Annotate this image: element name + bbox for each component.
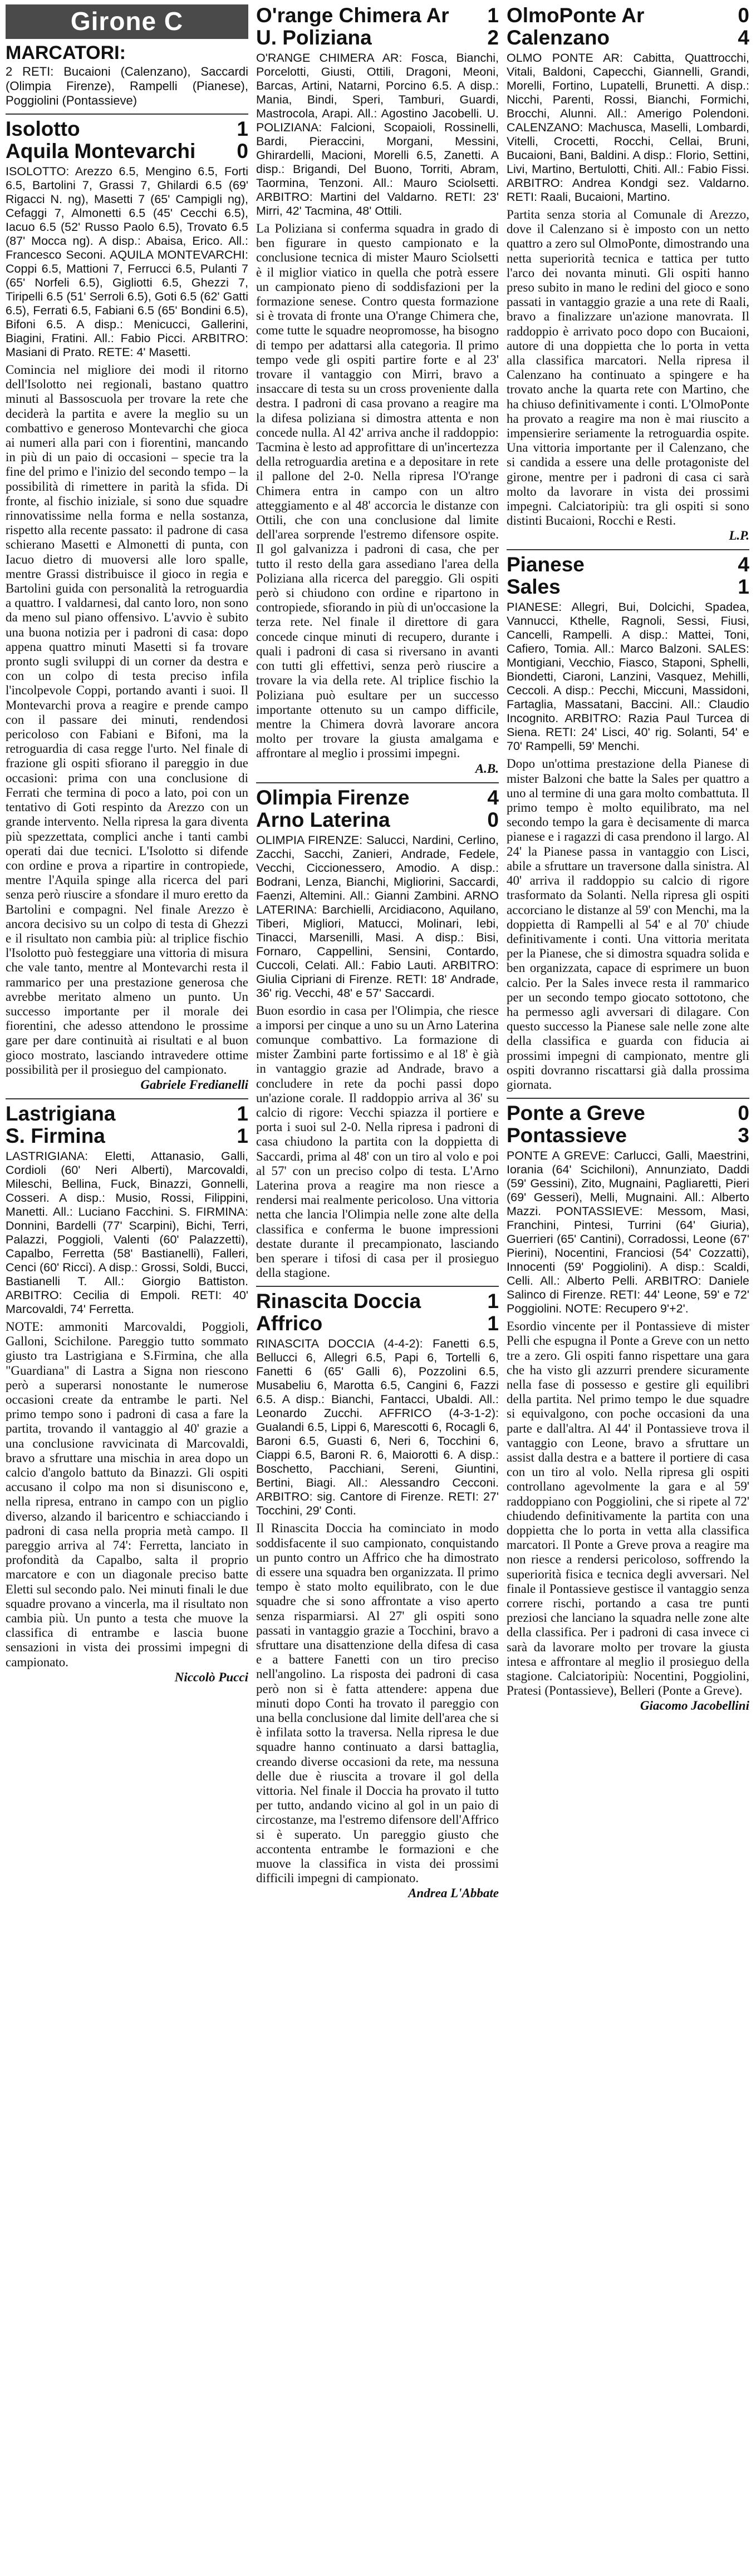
report-text: Il Rinascita Doccia ha cominciato in modo soddisfacente il suo campionato, conquistando un punto contro un Affrico che ha dimostrato di essere una squadra ben organizzata. Il primo tempo è stato molto equilibrato, con le due squadre che si sono affrontate a viso aperto senza risparmiarsi. Al 27' gli ospiti sono passati in vantaggio grazie a Tocchini, bravo a sfruttare una disattenzione della difesa di casa e a battere Fanetti con un tiro preciso nell'angolino. La risposta dei padroni di casa però non si è fatta attendere: appena due minuti dopo Conti ha trovato il pareggio con una bella conclusione dal limite dell'area che si è infilata sotto la traversa. Nella ripresa le due squadre hanno continuato a darsi battaglia, creando diverse occasioni da rete, ma nessuna delle due è riuscita a trovare il gol della vittoria. Nel finale il Doccia ha provato il tutto per tutto, andando vicino al gol in un paio di circostanze, ma l'estremo difensore dell'Affrico si è superato. Un pareggio giusto che accontenta entrambe le formazioni e che muove la classifica in vista dei prossimi difficili impegni di campionato.	[256, 1521, 499, 1886]
away-team-row	[6, 140, 248, 162]
report-text: NOTE: ammoniti Marcovaldi, Poggioli, Galloni, Scichilone. Pareggio tutto sommato giusto tra Lastrigiana e S.Firmina, che alla "Guardiana" di Lastra a Signa non riescono però a superarsi nonostante le numerose occasioni create da entrambe le parti. Nel primo tempo sono i padroni di casa a fare la partita, trovando il vantaggio al 40' grazie a una conclusione ravvicinata di Marcovaldi, bravo a sfruttare una mischia in area dopo un calcio d'angolo battuto da Binazzi. Gli ospiti accusano il colpo ma non si disuniscono e, nella ripresa, entrano in campo con un piglio diverso, alzando il baricentro e schiacciando i padroni di casa nella propria metà campo. Il pareggio arriva al 74': Ferretta, lanciato in profondità da Capalbo, salta il proprio marcatore e con un diagonale preciso batte Eletti sul secondo palo. Nei minuti finali le due squadre provano a vincerla, ma il risultato non cambia più. Un punto a testa che muove la classifica di entrambe e lascia buone sensazioni in vista dei prossimi impegni di campionato.	[6, 1319, 248, 1669]
away-team-name: S. Firmina	[6, 1124, 105, 1147]
home-team-score: 1	[487, 1290, 499, 1313]
home-team-score: 4	[487, 786, 499, 809]
column-2	[256, 4, 499, 2575]
away-team-score: 4	[738, 26, 749, 49]
divider	[507, 1098, 749, 1099]
home-team-row	[507, 554, 749, 576]
match-report	[6, 1103, 248, 1685]
match-report	[6, 118, 248, 1093]
divider	[6, 1098, 248, 1099]
home-team-row	[256, 4, 499, 27]
report-author: Niccolò Pucci	[174, 1670, 248, 1684]
lineup-text: OLIMPIA FIRENZE: Salucci, Nardini, Cerlino, Zacchi, Sacchi, Zanieri, Andrade, Fedele, Vecchi, Ciccionessero, Amodio. A disp.: Bodrani, Lenza, Bianchi, Migliorini, Saccardi, Faenzi, Altemini. All.: Gianni Zambini. ARNO LATERINA: Barchielli, Arcidiacono, Aquilano, Tiberi, Migliori, Matucci, Molinari, Iebi, Tinacci, Marsenilli, Masi. A disp.: Bisi, Fornaro, Cappellini, Sensini, Contardo, Cuccoli, Celati. All.: Fabio Lauti. ARBITRO: Giulia Cipriani di Firenze. RETI: 18' Andrade, 36' rig. Vecchi, 48' e 57' Saccardi.	[256, 833, 499, 1000]
away-team-row	[507, 576, 749, 598]
home-team-score: 1	[237, 117, 248, 140]
home-team-score: 1	[487, 4, 499, 27]
home-team-row	[6, 1103, 248, 1125]
match-report	[256, 787, 499, 1281]
columns	[6, 4, 750, 2575]
home-team-row	[256, 1290, 499, 1312]
report-author: A.B.	[475, 761, 499, 776]
away-team-row	[256, 1312, 499, 1335]
home-team-name: Pianese	[507, 553, 585, 576]
match-report	[507, 1102, 749, 1714]
divider	[6, 113, 248, 115]
report-text: Comincia nel migliore dei modi il ritorno dell'Isolotto nei regionali, bastano quattro minuti al Bassoscuola per trovare la rete che deciderà la partita e avere la meglio su un combattivo e generoso Montevarchi che gioca ai numeri alla pari con i fiorentini, mancando in più di un paio di occasioni – specie tra la fine del primo e l'inizio del secondo tempo – la possibilità di rimettere in parità la sfida. Di fronte, al fischio iniziale, si sono due squadre rinnovatissime nella forma e nella sostanza, rispetto alla recente passato: il padrone di casa schierano Masetti e Almonetti di punta, con Iacuo dietro di muoversi alle loro spalle, mentre Grassi distribuisce il gioco in regia e Bartolini guida con personalità la retroguardia a quattro. I valdarnesi, dal canto loro, non sono da meno sul piano offensivo. L'avvio è subito una buona notizia per i padroni di casa: dopo appena quattro minuti Masetti si fa trovare pronto sugli sviluppi di un corner da destra e con un colpo di testa preciso infila l'incolpevole Coppi, portando avanti i suoi. Il Montevarchi prova a reagire e prende campo con il passare dei minuti, rendendosi pericoloso con Fabiani e Bifoni, ma la retroguardia di casa regge l'urto. Nel finale di frazione gli ospiti sfiorano il pareggio in due occasioni: prima con una conclusione di Ferrati che termina di poco a lato, poi con un tentativo di Goti respinto da Arezzo con un grande intervento. Nella ripresa la gara diventa più spezzettata, complici anche i tanti cambi operati dai due tecnici. L'Isolotto si difende con ordine e prova a ripartire in contropiede, mentre l'Aquila spinge alla ricerca del pari senza però riuscire a sfondare il muro eretto da Bartolini e compagni. Nel finale Arezzo è ancora decisivo su un colpo di testa di Ghezzi e il risultato non cambia più: al triplice fischio l'Isolotto può festeggiare una vittoria di misura che vale tanto, mentre al Montevarchi resta il rammarico per una prestazione generosa che avrebbe meritato almeno un punto. Un successo importante per il morale dei fiorentini, che adesso attendono le prossime gare per dare continuità ai risultati e al buon gioco mostrato, lasciando intravedere ottime possibilità per il prosieguo del campionato.	[6, 363, 248, 1077]
match-report	[256, 1290, 499, 1901]
home-team-score: 0	[738, 1102, 749, 1125]
home-team-name: Lastrigiana	[6, 1102, 116, 1125]
match-report	[507, 554, 749, 1092]
home-team-name: O'range Chimera Ar	[256, 4, 449, 27]
lineup-text: OLMO PONTE AR: Cabitta, Quattrocchi, Vitali, Baldoni, Capecchi, Giannelli, Grandi, Morelli, Fortino, Lupatelli, Brunetti. A disp.: Nicchi, Parenti, Rossi, Bianchi, Formichi, Brocchi, Alunni. All.: Amerigo Polendoni. CALENZANO: Machusca, Maselli, Lombardi, Vitelli, Crocetti, Rocchi, Cellai, Bruni, Bucaioni, Bani, Baldini. A disp.: Florio, Settini, Livi, Martino, Bertulotti, Chiti. All.: Fabio Fissi. ARBITRO: Andrea Kondgi sez. Valdarno. RETI: Raali, Bucaioni, Martino.	[507, 51, 749, 204]
report-author: Giacomo Jacobellini	[640, 1699, 749, 1713]
lineup-text: O'RANGE CHIMERA AR: Fosca, Bianchi, Porcelotti, Giusti, Ottili, Dragoni, Meoni, Barcas, Artini, Natarni, Porcino 6.5. A disp.: Mania, Bindi, Speri, Tamburi, Guardi, Mastrocola, Arapi. All.: Agostino Jacobelli. U. POLIZIANA: Falcioni, Scopaioli, Rossinelli, Bardi, Pieraccini, Morgani, Messini, Ghirardelli, Macioni, Morelli 6.5, Zanetti. A disp.: Brigandi, Del Buono, Torriti, Abram, Taormina, Tenzoni. All.: Mauro Sciolsetti. ARBITRO: Martini del Valdarno. RETI: 23' Mirri, 42' Tacmina, 48' Ottili.	[256, 51, 499, 218]
lineup-text: LASTRIGIANA: Eletti, Attanasio, Galli, Cordioli (60' Neri Alberti), Marcovaldi, Mileschi, Bellina, Fuck, Binazzi, Gonnelli, Cosseri. A disp.: Musio, Rossi, Filippini, Manetti. All.: Luciano Facchini. S. FIRMINA: Donnini, Bardelli (77' Scarpini), Bichi, Terri, Palazzi, Poggioli, Valenti (60' Palazzetti), Capalbo, Ferretta (58' Bastianelli), Falleri, Cenci (60' Ricci). A disp.: Grossi, Soldi, Bucci, Bastianelli T. All.: Giorgio Battiston. ARBITRO: Cecilia di Empoli. RETI: 40' Marcovaldi, 74' Ferretta.	[6, 1149, 248, 1316]
match-report	[507, 4, 749, 544]
home-team-name: Rinascita Doccia	[256, 1290, 421, 1313]
marcatori-title: MARCATORI:	[6, 42, 126, 63]
away-team-score: 2	[487, 26, 499, 49]
home-team-name: Olimpia Firenze	[256, 786, 410, 809]
away-team-score: 3	[738, 1124, 749, 1147]
home-team-name: OlmoPonte Ar	[507, 4, 645, 27]
home-team-name: Isolotto	[6, 117, 80, 140]
away-team-name: U. Poliziana	[256, 26, 372, 49]
divider	[256, 1286, 499, 1287]
away-team-row	[6, 1125, 248, 1147]
report-text: Dopo un'ottima prestazione della Pianese di mister Balzoni che batte la Sales per quattro a uno al termine di una gara molto combattuta. Il primo tempo è molto equilibrato, ma nel secondo tempo la gara è decisamente di marca pianese e i ragazzi di casa prendono il largo. Al 24' la Pianese passa in vantaggio con Lisci, abile a sfruttare un traversone dalla sinistra. Al 40' arriva il raddoppio su calcio di rigore trasformato da Solanti. Nella ripresa gli ospiti accorciano le distanze al 59' con Menchi, ma la doppietta di Rampelli al 54' e al 70' chiude definitivamente i conti. Una vittoria meritata per la Pianese, che si dimostra squadra solida e ben organizzata, capace di esprimere un buon calcio. Per la Sales invece resta il rammarico per un secondo tempo giocato sottotono, che ha permesso agli avversari di dilagare. Con questo successo la Pianese sale nelle zone alte della classifica e guarda con fiducia ai prossimi impegni di campionato, mentre gli ospiti dovranno riscattarsi già dalla prossima giornata.	[507, 757, 749, 1092]
marcatori-text: 2 RETI: Bucaioni (Calenzano), Saccardi (Olimpia Firenze), Rampelli (Pianese), Poggiolini (Pontassieve)	[6, 65, 248, 107]
lineup-text: PONTE A GREVE: Carlucci, Galli, Maestrini, Iorania (64' Scichiloni), Annunziato, Daddi (59' Gessini), Zito, Mugnaini, Pagliaretti, Pieri (69' Gesseri), Melli, Mugnaini. All.: Alberto Mazzi. PONTASSIEVE: Messom, Masi, Franchini, Pintesi, Turrini (64' Giuria), Guerrieri (65' Cantini), Corradossi, Leone (67' Pierini), Nocentini, Franciosi (54' Cozzatti), Innocenti (59' Poggiolini). A disp.: Scaldi, Celli. All.: Alberto Pelli. ARBITRO: Daniele Salinco di Firenze. RETI: 44' Leone, 59' e 72' Poggiolini. NOTE: Recupero 9'+2'.	[507, 1149, 749, 1316]
column-3	[507, 4, 749, 2575]
away-team-row	[256, 27, 499, 49]
lineup-text: PIANESE: Allegri, Bui, Dolcichi, Spadea, Vannucci, Kthelle, Ragnoli, Sessi, Fiusi, Cancelli, Rampelli. A disp.: Mattei, Toni, Cafiero, Tomia. All.: Marco Balzoni. SALES: Montigiani, Vecchio, Fiasco, Staponi, Sphelli, Biondetti, Ciaroni, Lanzini, Vasquez, Mehilli, Ceccoli. A disp.: Pecchi, Miccuni, Massidoni, Fartaglia, Massatani, Baccini. All.: Claudio Incognito. ARBITRO: Razia Paul Turcea di Siena. RETI: 24' Lisci, 40' rig. Solanti, 54' e 70' Rampelli, 59' Menchi.	[507, 600, 749, 753]
home-team-row	[507, 1102, 749, 1124]
home-team-score: 4	[738, 553, 749, 576]
away-team-score: 1	[738, 575, 749, 599]
away-team-name: Aquila Montevarchi	[6, 140, 196, 162]
away-team-name: Arno Laterina	[256, 808, 390, 831]
away-team-row	[507, 1124, 749, 1147]
report-author: L.P.	[729, 529, 749, 543]
away-team-name: Pontassieve	[507, 1124, 627, 1147]
away-team-row	[507, 27, 749, 49]
lineup-text: RINASCITA DOCCIA (4-4-2): Fanetti 6.5, Bellucci 6, Allegri 6.5, Papi 6, Tortelli 6, Fanetti 6 (65' Galli 6), Pozzolini 6.5, Musabeliu 6, Marotta 6.5, Cangini 6, Fazzi 6.5. A disp.: Bianchi, Fantacci, Ubaldi. All.: Leonardo Zucchi. AFFRICO (4-3-1-2): Gualandi 6.5, Lippi 6, Marescotti 6, Rocagli 6, Baroni 6.5, Guasti 6, Neri 6, Tocchini 6, Ciappi 6.5, Baroni R. 6, Maiorotti 6. A disp.: Boschetto, Pacchiani, Sereni, Giuntini, Bertini, Biagi. All.: Alessandro Cecconi. ARBITRO: sig. Cantore di Firenze. RETI: 27' Tocchini, 29' Conti.	[256, 1337, 499, 1518]
away-team-score: 0	[487, 808, 499, 831]
away-team-name: Calenzano	[507, 26, 610, 49]
girone-header: Girone C	[6, 4, 248, 39]
home-team-row	[6, 118, 248, 140]
report-author: Gabriele Fredianelli	[140, 1077, 248, 1092]
away-team-score: 0	[237, 140, 248, 162]
away-team-name: Affrico	[256, 1312, 323, 1335]
column-1	[6, 4, 248, 2575]
home-team-score: 0	[738, 4, 749, 27]
home-team-score: 1	[237, 1102, 248, 1125]
report-text: Buon esordio in casa per l'Olimpia, che riesce a imporsi per cinque a uno su un Arno Laterina comunque combattivo. La formazione di mister Zambini parte fortissimo e al 18' è già in vantaggio grazie ad Andrade, bravo a concludere in rete da pochi passi dopo un'azione corale. Il raddoppio arriva al 36' su calcio di rigore: Vecchi spiazza il portiere e porta i suoi sul 2-0. Nella ripresa i padroni di casa chiudono la partita con la doppietta di Saccardi, prima al 48' con un tiro al volo e poi al 57' con un preciso colpo di testa. L'Arno Laterina prova a reagire ma non riesce a rendersi mai realmente pericoloso. Una vittoria netta che lancia l'Olimpia nelle zone alte della classifica e conferma le buone impressioni destate durante il precampionato, lasciando ben sperare i tifosi di casa per il prosieguo della stagione.	[256, 1003, 499, 1280]
divider	[256, 782, 499, 783]
lineup-text: ISOLOTTO: Arezzo 6.5, Mengino 6.5, Forti 6.5, Bartolini 7, Grassi 7, Ghilardi 6.5 (69' Rigacci N. ng), Masetti 7 (65' Campigli ng), Cefaggi 7, Almonetti 6.5 (45' Cecchi 6.5), Iacuo 6.5 (52' Russo Paolo 6.5), Trovato 6.5 (87' Mocca ng). A disp.: Abaisa, Erico. All.: Francesco Seconi. AQUILA MONTEVARCHI: Coppi 6.5, Mattioni 7, Ferrucci 6.5, Pulanti 7 (65' Norfeli 6.5), Gigliotti 6.5, Ghezzi 7, Tiripelli 6.5 (51' Serroli 6.5), Goti 6.5 (62' Gatti 6.5), Ferrati 6.5, Fabiani 6.5 (65' Bondini 6.5), Bifoni 6.5. A disp.: Menicucci, Gallerini, Biagini, Fratini. All.: Fabio Picci. ARBITRO: Masiani di Prato. RETE: 4' Masetti.	[6, 165, 248, 359]
home-team-row	[256, 787, 499, 809]
away-team-row	[256, 809, 499, 831]
report-author: Andrea L'Abbate	[408, 1886, 499, 1901]
away-team-score: 1	[237, 1124, 248, 1147]
report-text: Partita senza storia al Comunale di Arezzo, dove il Calenzano si è imposto con un netto quattro a zero sul OlmoPonte, dimostrando una netta superiorità tecnica e tattica per tutto l'arco dei novanta minuti. Gli ospiti hanno preso subito in mano le redini del gioco e sono passati in vantaggio grazie a una rete di Raali, bravo a finalizzare un'azione manovrata. Il raddoppio è arrivato poco dopo con Bucaioni, autore di una doppietta che lo porta in vetta alla classifica marcatori. Nella ripresa il Calenzano ha continuato a spingere e ha trovato anche la quarta rete con Martino, che ha chiuso definitivamente i conti. L'OlmoPonte ha provato a reagire ma non è mai riuscito a impensierire seriamente la retroguardia ospite. Una vittoria importante per il Calenzano, che si candida a essere una delle protagoniste del girone, mentre per i padroni di casa ci sarà molto da lavorare in vista dei prossimi impegni. Calciatoripiù: tra gli ospiti si sono distinti Bucaioni, Rocchi e Resti.	[507, 208, 749, 528]
divider	[507, 549, 749, 550]
home-team-row	[507, 4, 749, 27]
match-report	[256, 4, 499, 777]
away-team-score: 1	[487, 1312, 499, 1335]
report-text: Esordio vincente per il Pontassieve di mister Pelli che espugna il Ponte a Greve con un netto tre a zero. Gli ospiti fanno rispettare una gara che ha visto gli azzurri prendere sicuramente nella fase di possesso e gestire gli equilibri della partita. Nel primo tempo le due squadre si equivalgono, con poche occasioni da una parte e dall'altra. Al 44' il Pontassieve trova il vantaggio con Leone, bravo a sfruttare un assist dalla destra e a battere il portiere di casa con un tiro al volo. Nella ripresa gli ospiti controllano agevolmente la gara e al 59' raddoppiano con Poggiolini, che si ripete al 72' chiudendo definitivamente la partita con una doppietta che lo porta in vetta alla classifica marcatori. Il Ponte a Greve prova a reagire ma non riesce a rendersi pericoloso, soffrendo la superiorità fisica e tecnica degli avversari. Nel finale il Pontassieve gestisce il vantaggio senza correre rischi, portando a casa tre punti preziosi che lanciano la squadra nelle zone alte della classifica. Per i padroni di casa invece ci sarà da lavorare molto per trovare la giusta intesa e affrontare al meglio il prosieguo della stagione. Calciatoripiù: Nocentini, Poggiolini, Pratesi (Pontassieve), Belleri (Ponte a Greve).	[507, 1319, 749, 1698]
report-text: La Poliziana si conferma squadra in grado di ben figurare in questo campionato e la conclusione tecnica di mister Mauro Sciolsetti è il miglior viatico in quella che potrà essere un campionato pieno di soddisfazioni per la formazione senese. Contro questa formazione si è trovata di fronte una O'range Chimera che, come tutte le squadre neopromosse, ha bisogno di tempo per adattarsi alla categoria. Il primo tempo vede gli ospiti partire forte e al 23' trovare il vantaggio con Mirri, bravo a insaccare di testa su un cross proveniente dalla destra. I padroni di casa provano a reagire ma la difesa poliziana si dimostra attenta e non concede nulla. Al 42' arriva anche il raddoppio: Tacmina è lesto ad approfittare di un'incertezza della retroguardia aretina e a depositare in rete il pallone del 2-0. Nella ripresa l'O'range Chimera entra in campo con un altro atteggiamento e al 48' accorcia le distanze con Ottili, che con una conclusione dal limite dell'area sorprende l'estremo difensore ospite. Il gol galvanizza i padroni di casa, che per tutto il resto della gara assediano l'area della Poliziana alla ricerca del pareggio. Gli ospiti però si chiudono con ordine e ripartono in contropiede, sfiorando in più di un'occasione la terza rete. Nel finale il direttore di gara concede cinque minuti di recupero, durante i quali i padroni di casa si riversano in avanti con tutti gli effettivi, senza però riuscire a trovare la via della rete. Al triplice fischio la Poliziana può esultare per un successo importante ottenuto su un campo difficile, mentre la Chimera dovrà lavorare ancora molto per trovare la giusta amalgama e affrontare al meglio i prossimi impegni.	[256, 221, 499, 761]
home-team-name: Ponte a Greve	[507, 1102, 645, 1125]
away-team-name: Sales	[507, 575, 561, 599]
